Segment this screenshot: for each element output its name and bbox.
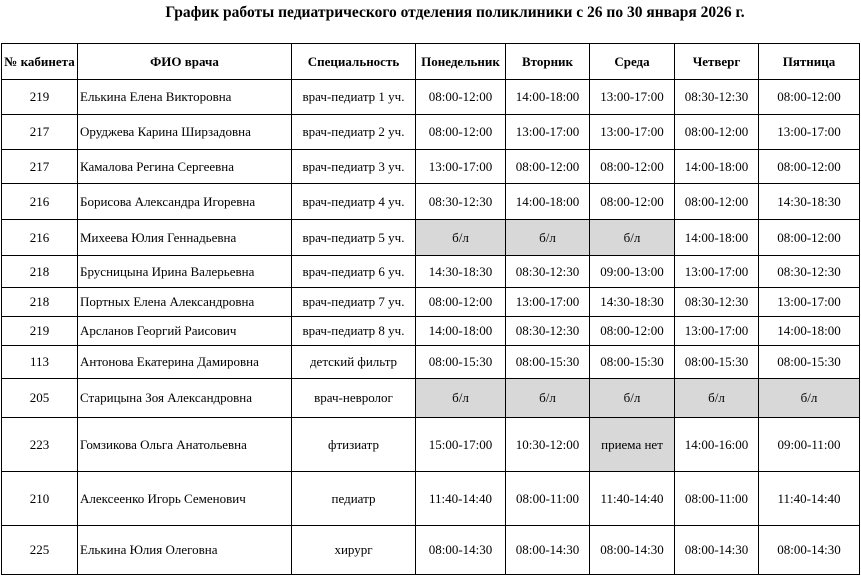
room-number: 210 (2, 472, 78, 526)
doctor-specialty: врач-педиатр 2 уч. (292, 115, 416, 150)
schedule-cell-fri: 08:00-12:00 (759, 150, 860, 184)
schedule-cell-wed: б/л (590, 379, 675, 418)
doctor-name: Елькина Юлия Олеговна (78, 526, 292, 575)
doctor-name: Старицына Зоя Александровна (78, 379, 292, 418)
schedule-cell-fri: 14:00-18:00 (759, 317, 860, 346)
schedule-cell-thu: 08:00-12:00 (675, 115, 759, 150)
schedule-cell-tue: 08:00-11:00 (506, 472, 590, 526)
schedule-cell-fri: 08:00-12:00 (759, 220, 860, 256)
table-row (2, 256, 860, 288)
table-row (2, 80, 860, 115)
table-row (2, 379, 860, 418)
doctor-specialty: врач-педиатр 8 уч. (292, 317, 416, 346)
header-day-tuesday: Вторник (506, 44, 590, 80)
doctor-name: Оруджева Карина Ширзадовна (78, 115, 292, 150)
schedule-cell-tue: 10:30-12:00 (506, 418, 590, 472)
schedule-cell-thu: 08:00-11:00 (675, 472, 759, 526)
schedule-cell-wed: 13:00-17:00 (590, 80, 675, 115)
schedule-cell-thu: 14:00-18:00 (675, 220, 759, 256)
schedule-cell-wed: 13:00-17:00 (590, 115, 675, 150)
schedule-cell-fri: 13:00-17:00 (759, 288, 860, 317)
header-day-monday: Понедельник (416, 44, 506, 80)
schedule-cell-wed: б/л (590, 220, 675, 256)
doctor-specialty: фтизиатр (292, 418, 416, 472)
schedule-cell-tue: 08:30-12:30 (506, 317, 590, 346)
schedule-cell-fri: 08:00-12:00 (759, 80, 860, 115)
page-title: График работы педиатрического отделения поликлиники с 26 по 30 января 2026 г. (165, 4, 745, 21)
doctor-specialty: врач-педиатр 1 уч. (292, 80, 416, 115)
header-day-wednesday: Среда (590, 44, 675, 80)
schedule-cell-fri: 08:00-15:30 (759, 346, 860, 379)
doctor-name: Елькина Елена Викторовна (78, 80, 292, 115)
doctor-name: Антонова Екатерина Дамировна (78, 346, 292, 379)
schedule-cell-mon: 08:00-14:30 (416, 526, 506, 575)
schedule-cell-wed: 08:00-12:00 (590, 317, 675, 346)
doctor-specialty: врач-педиатр 6 уч. (292, 256, 416, 288)
schedule-cell-fri: 08:00-14:30 (759, 526, 860, 575)
doctor-name: Портных Елена Александровна (78, 288, 292, 317)
schedule-cell-mon: 15:00-17:00 (416, 418, 506, 472)
schedule-cell-tue: 13:00-17:00 (506, 115, 590, 150)
doctor-specialty: хирург (292, 526, 416, 575)
schedule-cell-tue: 08:00-14:30 (506, 526, 590, 575)
schedule-cell-thu: 08:30-12:30 (675, 80, 759, 115)
schedule-cell-mon: 08:30-12:30 (416, 184, 506, 220)
schedule-cell-mon: 08:00-12:00 (416, 80, 506, 115)
table-row (2, 115, 860, 150)
table-row (2, 220, 860, 256)
table-row (2, 317, 860, 346)
header-row (2, 44, 860, 80)
schedule-table (1, 43, 860, 575)
room-number: 219 (2, 80, 78, 115)
schedule-cell-mon: 08:00-12:00 (416, 288, 506, 317)
header-day-thursday: Четверг (675, 44, 759, 80)
schedule-cell-tue: 08:00-15:30 (506, 346, 590, 379)
table-row (2, 418, 860, 472)
schedule-cell-fri: 11:40-14:40 (759, 472, 860, 526)
room-number: 225 (2, 526, 78, 575)
schedule-cell-tue: 13:00-17:00 (506, 288, 590, 317)
room-number: 218 (2, 256, 78, 288)
room-number: 205 (2, 379, 78, 418)
schedule-cell-wed: 14:30-18:30 (590, 288, 675, 317)
table-row (2, 526, 860, 575)
header-day-friday: Пятница (759, 44, 860, 80)
schedule-cell-tue: 14:00-18:00 (506, 184, 590, 220)
table-row (2, 184, 860, 220)
room-number: 217 (2, 115, 78, 150)
schedule-cell-thu: 08:00-12:00 (675, 184, 759, 220)
schedule-cell-fri: 09:00-11:00 (759, 418, 860, 472)
room-number: 216 (2, 220, 78, 256)
doctor-specialty: педиатр (292, 472, 416, 526)
schedule-cell-thu: б/л (675, 379, 759, 418)
doctor-name: Алексеенко Игорь Семенович (78, 472, 292, 526)
header-room: № кабинета (2, 44, 78, 80)
schedule-cell-wed: 09:00-13:00 (590, 256, 675, 288)
doctor-specialty: врач-невролог (292, 379, 416, 418)
table-row (2, 346, 860, 379)
schedule-cell-wed: 11:40-14:40 (590, 472, 675, 526)
room-number: 216 (2, 184, 78, 220)
doctor-specialty: детский фильтр (292, 346, 416, 379)
schedule-body (2, 80, 860, 575)
schedule-cell-fri: 13:00-17:00 (759, 115, 860, 150)
schedule-cell-wed: 08:00-12:00 (590, 184, 675, 220)
schedule-cell-tue: 08:30-12:30 (506, 256, 590, 288)
room-number: 223 (2, 418, 78, 472)
schedule-cell-wed: 08:00-15:30 (590, 346, 675, 379)
schedule-cell-thu: 14:00-18:00 (675, 150, 759, 184)
schedule-cell-thu: 13:00-17:00 (675, 317, 759, 346)
schedule-cell-mon: 13:00-17:00 (416, 150, 506, 184)
schedule-cell-mon: 08:00-12:00 (416, 115, 506, 150)
schedule-cell-tue: б/л (506, 220, 590, 256)
schedule-cell-mon: 14:30-18:30 (416, 256, 506, 288)
doctor-specialty: врач-педиатр 7 уч. (292, 288, 416, 317)
header-specialty: Специальность (292, 44, 416, 80)
room-number: 217 (2, 150, 78, 184)
doctor-name: Борисова Александра Игоревна (78, 184, 292, 220)
schedule-cell-wed: 08:00-14:30 (590, 526, 675, 575)
schedule-cell-wed: 08:00-12:00 (590, 150, 675, 184)
schedule-cell-fri: б/л (759, 379, 860, 418)
schedule-cell-tue: б/л (506, 379, 590, 418)
schedule-cell-mon: 14:00-18:00 (416, 317, 506, 346)
schedule-cell-tue: 14:00-18:00 (506, 80, 590, 115)
doctor-specialty: врач-педиатр 5 уч. (292, 220, 416, 256)
schedule-cell-thu: 14:00-16:00 (675, 418, 759, 472)
schedule-cell-mon: 08:00-15:30 (416, 346, 506, 379)
doctor-name: Арсланов Георгий Раисович (78, 317, 292, 346)
doctor-name: Камалова Регина Сергеевна (78, 150, 292, 184)
schedule-cell-mon: б/л (416, 220, 506, 256)
room-number: 218 (2, 288, 78, 317)
doctor-name: Гомзикова Ольга Анатольевна (78, 418, 292, 472)
room-number: 113 (2, 346, 78, 379)
schedule-cell-tue: 08:00-12:00 (506, 150, 590, 184)
doctor-name: Брусницына Ирина Валерьевна (78, 256, 292, 288)
table-row (2, 150, 860, 184)
schedule-cell-mon: 11:40-14:40 (416, 472, 506, 526)
doctor-specialty: врач-педиатр 4 уч. (292, 184, 416, 220)
doctor-name: Михеева Юлия Геннадьевна (78, 220, 292, 256)
header-name: ФИО врача (78, 44, 292, 80)
table-row (2, 472, 860, 526)
doctor-specialty: врач-педиатр 3 уч. (292, 150, 416, 184)
schedule-cell-thu: 13:00-17:00 (675, 256, 759, 288)
table-row (2, 288, 860, 317)
schedule-cell-thu: 08:00-14:30 (675, 526, 759, 575)
schedule-cell-fri: 08:30-12:30 (759, 256, 860, 288)
schedule-cell-thu: 08:30-12:30 (675, 288, 759, 317)
schedule-cell-thu: 08:00-15:30 (675, 346, 759, 379)
schedule-cell-wed: приема нет (590, 418, 675, 472)
room-number: 219 (2, 317, 78, 346)
schedule-cell-fri: 14:30-18:30 (759, 184, 860, 220)
schedule-cell-mon: б/л (416, 379, 506, 418)
